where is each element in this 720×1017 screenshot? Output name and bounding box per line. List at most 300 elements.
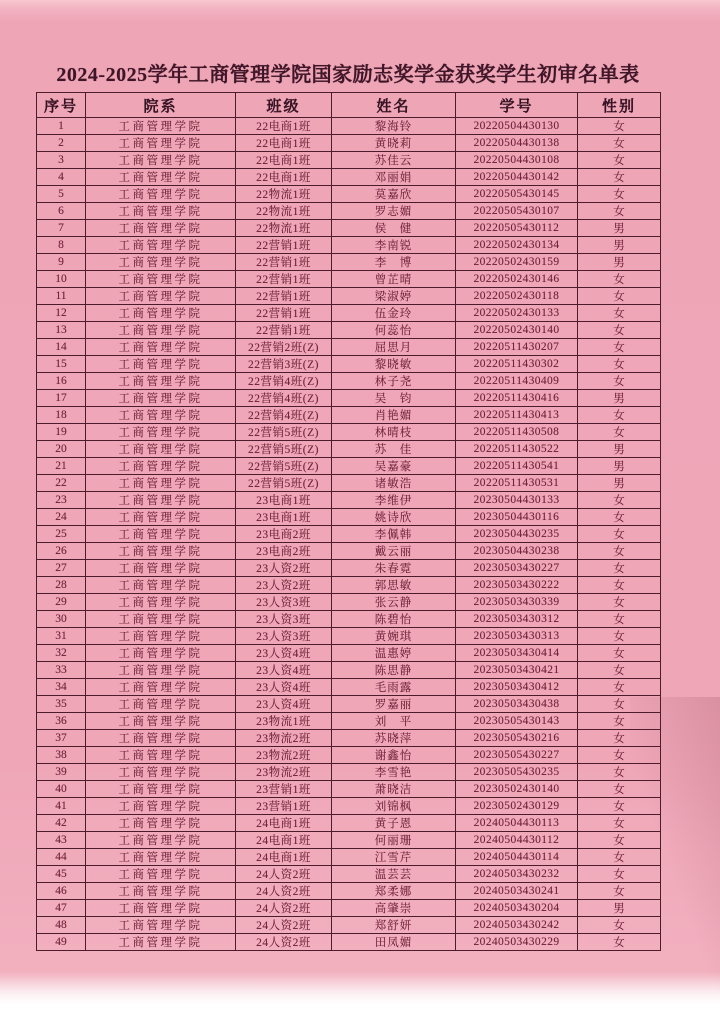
- table-cell-name: 戴云丽: [332, 543, 456, 560]
- table-cell-gender: 女: [578, 288, 661, 305]
- table-cell-gender: 男: [578, 458, 661, 475]
- table-row: [37, 747, 661, 764]
- table-row: [37, 781, 661, 798]
- table-cell-name: 刘锦枫: [332, 798, 456, 815]
- table-row: [37, 492, 661, 509]
- column-header-gender: 性别: [578, 93, 661, 118]
- table-cell-no: 27: [37, 560, 86, 577]
- table-cell-no: 10: [37, 271, 86, 288]
- table-cell-id: 20220502430146: [456, 271, 578, 288]
- table-cell-gender: 男: [578, 475, 661, 492]
- table-cell-class: 22电商1班: [236, 152, 332, 169]
- table-cell-dept: 工商管理学院: [86, 424, 236, 441]
- table-cell-dept: 工商管理学院: [86, 237, 236, 254]
- table-cell-gender: 女: [578, 271, 661, 288]
- table-cell-no: 12: [37, 305, 86, 322]
- table-cell-no: 18: [37, 407, 86, 424]
- table-cell-no: 34: [37, 679, 86, 696]
- table-cell-no: 16: [37, 373, 86, 390]
- table-cell-class: 22物流1班: [236, 186, 332, 203]
- table-cell-dept: 工商管理学院: [86, 152, 236, 169]
- table-cell-gender: 女: [578, 118, 661, 135]
- table-cell-name: 李维伊: [332, 492, 456, 509]
- table-cell-no: 31: [37, 628, 86, 645]
- table-cell-no: 40: [37, 781, 86, 798]
- table-cell-name: 黄晓莉: [332, 135, 456, 152]
- table-cell-gender: 女: [578, 781, 661, 798]
- table-cell-no: 33: [37, 662, 86, 679]
- table-cell-dept: 工商管理学院: [86, 866, 236, 883]
- table-cell-name: 郑舒妍: [332, 917, 456, 934]
- table-cell-dept: 工商管理学院: [86, 271, 236, 288]
- table-cell-id: 20220504430130: [456, 118, 578, 135]
- table-cell-id: 20220505430145: [456, 186, 578, 203]
- table-cell-class: 22营销5班(Z): [236, 424, 332, 441]
- table-cell-name: 李南锐: [332, 237, 456, 254]
- table-row: [37, 390, 661, 407]
- table-cell-no: 5: [37, 186, 86, 203]
- table-cell-no: 2: [37, 135, 86, 152]
- table-cell-id: 20220504430108: [456, 152, 578, 169]
- table-cell-gender: 女: [578, 186, 661, 203]
- table-row: [37, 441, 661, 458]
- table-row: [37, 475, 661, 492]
- table-cell-dept: 工商管理学院: [86, 628, 236, 645]
- table-cell-gender: 女: [578, 747, 661, 764]
- table-cell-id: 20220504430142: [456, 169, 578, 186]
- table-cell-dept: 工商管理学院: [86, 645, 236, 662]
- table-cell-dept: 工商管理学院: [86, 526, 236, 543]
- table-row: [37, 526, 661, 543]
- table-cell-class: 22营销1班: [236, 237, 332, 254]
- table-cell-name: 李佩韩: [332, 526, 456, 543]
- table-cell-no: 9: [37, 254, 86, 271]
- table-cell-class: 23人资4班: [236, 679, 332, 696]
- table-row: [37, 356, 661, 373]
- table-cell-class: 23人资2班: [236, 577, 332, 594]
- table-row: [37, 237, 661, 254]
- table-row: [37, 713, 661, 730]
- table-cell-no: 38: [37, 747, 86, 764]
- table-cell-id: 20230504430116: [456, 509, 578, 526]
- table-row: [37, 577, 661, 594]
- table-cell-name: 黎海铃: [332, 118, 456, 135]
- table-cell-dept: 工商管理学院: [86, 815, 236, 832]
- table-cell-class: 22营销4班(Z): [236, 407, 332, 424]
- table-cell-name: 屈思月: [332, 339, 456, 356]
- table-cell-no: 30: [37, 611, 86, 628]
- table-cell-gender: 女: [578, 611, 661, 628]
- table-cell-id: 20230504430133: [456, 492, 578, 509]
- table-cell-dept: 工商管理学院: [86, 458, 236, 475]
- table-cell-no: 35: [37, 696, 86, 713]
- table-cell-name: 吴嘉豪: [332, 458, 456, 475]
- table-cell-no: 48: [37, 917, 86, 934]
- table-cell-no: 17: [37, 390, 86, 407]
- table-cell-name: 苏晓萍: [332, 730, 456, 747]
- table-cell-class: 23营销1班: [236, 781, 332, 798]
- table-cell-dept: 工商管理学院: [86, 781, 236, 798]
- table-cell-no: 43: [37, 832, 86, 849]
- table-cell-id: 20230504430238: [456, 543, 578, 560]
- table-cell-class: 23人资4班: [236, 662, 332, 679]
- table-cell-class: 24人资2班: [236, 883, 332, 900]
- table-cell-class: 22电商1班: [236, 135, 332, 152]
- table-cell-name: 林晴枝: [332, 424, 456, 441]
- table-cell-name: 陈碧怡: [332, 611, 456, 628]
- table-cell-name: 罗嘉丽: [332, 696, 456, 713]
- table-cell-name: 伍金玲: [332, 305, 456, 322]
- table-cell-class: 23营销1班: [236, 798, 332, 815]
- table-cell-class: 22营销1班: [236, 305, 332, 322]
- table-cell-no: 37: [37, 730, 86, 747]
- table-cell-no: 42: [37, 815, 86, 832]
- table-cell-gender: 女: [578, 866, 661, 883]
- table-cell-name: 莫嘉欣: [332, 186, 456, 203]
- table-cell-id: 20230503430312: [456, 611, 578, 628]
- table-cell-name: 梁淑婷: [332, 288, 456, 305]
- table-row: [37, 679, 661, 696]
- table-cell-dept: 工商管理学院: [86, 441, 236, 458]
- table-cell-gender: 男: [578, 900, 661, 917]
- table-cell-no: 8: [37, 237, 86, 254]
- column-header-no: 序号: [37, 93, 86, 118]
- table-cell-no: 15: [37, 356, 86, 373]
- table-cell-gender: 女: [578, 713, 661, 730]
- table-cell-id: 20220505430112: [456, 220, 578, 237]
- table-cell-gender: 男: [578, 220, 661, 237]
- table-cell-name: 肖艳媚: [332, 407, 456, 424]
- table-cell-gender: 女: [578, 730, 661, 747]
- table-cell-id: 20220504430138: [456, 135, 578, 152]
- table-cell-dept: 工商管理学院: [86, 203, 236, 220]
- table-cell-name: 田凤媚: [332, 934, 456, 951]
- table-cell-class: 24人资2班: [236, 900, 332, 917]
- table-cell-gender: 男: [578, 237, 661, 254]
- table-cell-class: 23人资3班: [236, 594, 332, 611]
- table-cell-no: 14: [37, 339, 86, 356]
- table-cell-no: 21: [37, 458, 86, 475]
- table-cell-gender: 女: [578, 560, 661, 577]
- table-cell-name: 黄婉琪: [332, 628, 456, 645]
- table-cell-name: 陈思静: [332, 662, 456, 679]
- table-cell-name: 李雪艳: [332, 764, 456, 781]
- table-cell-class: 22营销3班(Z): [236, 356, 332, 373]
- table-cell-class: 23物流2班: [236, 747, 332, 764]
- table-cell-no: 46: [37, 883, 86, 900]
- table-row: [37, 832, 661, 849]
- table-cell-gender: 女: [578, 849, 661, 866]
- table-cell-gender: 女: [578, 883, 661, 900]
- table-cell-gender: 女: [578, 645, 661, 662]
- column-header-class: 班级: [236, 93, 332, 118]
- table-cell-id: 20240503430232: [456, 866, 578, 883]
- table-cell-name: 李 博: [332, 254, 456, 271]
- table-cell-class: 24人资2班: [236, 917, 332, 934]
- table-cell-class: 23人资3班: [236, 611, 332, 628]
- table-cell-id: 20230503430421: [456, 662, 578, 679]
- table-cell-class: 23人资4班: [236, 645, 332, 662]
- table-cell-gender: 女: [578, 628, 661, 645]
- table-cell-name: 刘 平: [332, 713, 456, 730]
- table-cell-class: 22营销4班(Z): [236, 390, 332, 407]
- table-cell-no: 45: [37, 866, 86, 883]
- table-cell-class: 23电商1班: [236, 509, 332, 526]
- table-cell-gender: 女: [578, 339, 661, 356]
- table-cell-gender: 女: [578, 373, 661, 390]
- table-cell-name: 侯 健: [332, 220, 456, 237]
- table-cell-id: 20240504430113: [456, 815, 578, 832]
- table-cell-id: 20230503430412: [456, 679, 578, 696]
- table-header-row: [37, 93, 661, 118]
- table-cell-gender: 女: [578, 815, 661, 832]
- table-row: [37, 543, 661, 560]
- table-cell-dept: 工商管理学院: [86, 220, 236, 237]
- table-cell-no: 25: [37, 526, 86, 543]
- table-cell-name: 萧晓洁: [332, 781, 456, 798]
- table-cell-id: 20220511430207: [456, 339, 578, 356]
- table-cell-dept: 工商管理学院: [86, 254, 236, 271]
- document-title: 2024-2025学年工商管理学院国家励志奖学金获奖学生初审名单表: [56, 64, 640, 86]
- table-cell-name: 毛雨露: [332, 679, 456, 696]
- table-cell-name: 邓丽娟: [332, 169, 456, 186]
- table-cell-id: 20220502430133: [456, 305, 578, 322]
- table-cell-id: 20230503430438: [456, 696, 578, 713]
- table-cell-dept: 工商管理学院: [86, 339, 236, 356]
- table-cell-dept: 工商管理学院: [86, 764, 236, 781]
- column-header-id: 学号: [456, 93, 578, 118]
- table-cell-name: 黄子恩: [332, 815, 456, 832]
- table-row: [37, 322, 661, 339]
- table-cell-gender: 女: [578, 917, 661, 934]
- table-row: [37, 135, 661, 152]
- table-cell-no: 6: [37, 203, 86, 220]
- table-cell-gender: 男: [578, 390, 661, 407]
- table-cell-id: 20220502430159: [456, 254, 578, 271]
- table-cell-dept: 工商管理学院: [86, 917, 236, 934]
- table-cell-dept: 工商管理学院: [86, 373, 236, 390]
- table-row: [37, 798, 661, 815]
- table-cell-gender: 女: [578, 407, 661, 424]
- table-cell-gender: 女: [578, 203, 661, 220]
- table-cell-dept: 工商管理学院: [86, 679, 236, 696]
- table-cell-class: 22电商1班: [236, 118, 332, 135]
- table-cell-dept: 工商管理学院: [86, 611, 236, 628]
- table-cell-dept: 工商管理学院: [86, 186, 236, 203]
- table-cell-name: 苏佳云: [332, 152, 456, 169]
- table-cell-name: 朱春霓: [332, 560, 456, 577]
- table-row: [37, 288, 661, 305]
- table-cell-class: 23电商1班: [236, 492, 332, 509]
- table-cell-no: 36: [37, 713, 86, 730]
- table-cell-id: 20220511430409: [456, 373, 578, 390]
- table-cell-class: 22营销1班: [236, 271, 332, 288]
- table-cell-dept: 工商管理学院: [86, 900, 236, 917]
- table-cell-gender: 女: [578, 152, 661, 169]
- table-row: [37, 203, 661, 220]
- table-cell-id: 20230504430235: [456, 526, 578, 543]
- table-row: [37, 458, 661, 475]
- table-cell-name: 张云静: [332, 594, 456, 611]
- table-cell-id: 20220511430531: [456, 475, 578, 492]
- table-cell-name: 吴 钧: [332, 390, 456, 407]
- table-cell-class: 23物流1班: [236, 713, 332, 730]
- table-cell-gender: 女: [578, 577, 661, 594]
- table-cell-class: 24电商1班: [236, 815, 332, 832]
- table-row: [37, 186, 661, 203]
- table-cell-gender: 女: [578, 662, 661, 679]
- table-cell-dept: 工商管理学院: [86, 730, 236, 747]
- table-cell-id: 20240504430112: [456, 832, 578, 849]
- table-cell-id: 20230505430235: [456, 764, 578, 781]
- table-cell-no: 4: [37, 169, 86, 186]
- table-cell-id: 20220502430140: [456, 322, 578, 339]
- table-cell-id: 20240503430204: [456, 900, 578, 917]
- table-cell-no: 22: [37, 475, 86, 492]
- table-row: [37, 815, 661, 832]
- table-cell-dept: 工商管理学院: [86, 169, 236, 186]
- table-cell-id: 20220502430118: [456, 288, 578, 305]
- table-cell-no: 28: [37, 577, 86, 594]
- table-row: [37, 373, 661, 390]
- table-cell-name: 何丽珊: [332, 832, 456, 849]
- table-cell-dept: 工商管理学院: [86, 135, 236, 152]
- table-cell-id: 20240504430114: [456, 849, 578, 866]
- table-cell-dept: 工商管理学院: [86, 475, 236, 492]
- table-cell-class: 24电商1班: [236, 849, 332, 866]
- table-row: [37, 934, 661, 951]
- table-cell-no: 24: [37, 509, 86, 526]
- table-cell-name: 林子尧: [332, 373, 456, 390]
- table-cell-class: 22营销5班(Z): [236, 458, 332, 475]
- table-cell-name: 姚诗欣: [332, 509, 456, 526]
- table-cell-id: 20230502430129: [456, 798, 578, 815]
- table-cell-id: 20230505430227: [456, 747, 578, 764]
- table-cell-no: 11: [37, 288, 86, 305]
- table-cell-class: 24人资2班: [236, 866, 332, 883]
- table-cell-name: 何蕊怡: [332, 322, 456, 339]
- table-cell-id: 20230503430414: [456, 645, 578, 662]
- table-cell-dept: 工商管理学院: [86, 543, 236, 560]
- table-cell-name: 温惠婷: [332, 645, 456, 662]
- table-cell-class: 22电商1班: [236, 169, 332, 186]
- scholarship-roster-table: [36, 92, 661, 951]
- table-cell-id: 20220505430107: [456, 203, 578, 220]
- table-cell-no: 41: [37, 798, 86, 815]
- table-cell-gender: 女: [578, 305, 661, 322]
- table-cell-class: 22营销1班: [236, 254, 332, 271]
- table-cell-dept: 工商管理学院: [86, 934, 236, 951]
- table-row: [37, 407, 661, 424]
- table-row: [37, 305, 661, 322]
- table-cell-gender: 女: [578, 934, 661, 951]
- table-cell-id: 20230505430216: [456, 730, 578, 747]
- table-row: [37, 730, 661, 747]
- table-cell-dept: 工商管理学院: [86, 747, 236, 764]
- table-cell-name: 谢鑫怡: [332, 747, 456, 764]
- table-cell-class: 24电商1班: [236, 832, 332, 849]
- table-cell-id: 20220511430522: [456, 441, 578, 458]
- table-cell-gender: 女: [578, 764, 661, 781]
- table-cell-name: 郑柔娜: [332, 883, 456, 900]
- table-cell-name: 黎晓敏: [332, 356, 456, 373]
- table-cell-class: 23人资3班: [236, 628, 332, 645]
- table-row: [37, 424, 661, 441]
- table-cell-name: 苏 佳: [332, 441, 456, 458]
- table-cell-dept: 工商管理学院: [86, 407, 236, 424]
- table-row: [37, 118, 661, 135]
- table-cell-class: 23人资2班: [236, 560, 332, 577]
- table-row: [37, 917, 661, 934]
- table-row: [37, 509, 661, 526]
- table-cell-gender: 女: [578, 526, 661, 543]
- table-row: [37, 611, 661, 628]
- table-cell-dept: 工商管理学院: [86, 356, 236, 373]
- table-row: [37, 866, 661, 883]
- table-cell-no: 3: [37, 152, 86, 169]
- table-cell-dept: 工商管理学院: [86, 662, 236, 679]
- column-header-name: 姓名: [332, 93, 456, 118]
- table-cell-class: 22营销5班(Z): [236, 441, 332, 458]
- table-row: [37, 594, 661, 611]
- table-cell-id: 20220511430508: [456, 424, 578, 441]
- table-cell-id: 20230503430227: [456, 560, 578, 577]
- table-cell-gender: 女: [578, 594, 661, 611]
- table-cell-no: 44: [37, 849, 86, 866]
- table-cell-class: 23物流2班: [236, 730, 332, 747]
- table-row: [37, 220, 661, 237]
- table-row: [37, 662, 661, 679]
- table-row: [37, 645, 661, 662]
- table-cell-name: 高肇崇: [332, 900, 456, 917]
- table-cell-id: 20220511430416: [456, 390, 578, 407]
- table-cell-dept: 工商管理学院: [86, 305, 236, 322]
- table-cell-name: 温芸芸: [332, 866, 456, 883]
- table-cell-id: 20230503430339: [456, 594, 578, 611]
- table-cell-dept: 工商管理学院: [86, 594, 236, 611]
- table-cell-no: 29: [37, 594, 86, 611]
- table-cell-class: 23电商2班: [236, 543, 332, 560]
- table-cell-no: 47: [37, 900, 86, 917]
- table-cell-dept: 工商管理学院: [86, 509, 236, 526]
- table-cell-no: 20: [37, 441, 86, 458]
- table-cell-class: 22物流1班: [236, 203, 332, 220]
- table-cell-class: 22营销2班(Z): [236, 339, 332, 356]
- table-cell-class: 23人资4班: [236, 696, 332, 713]
- table-cell-gender: 女: [578, 543, 661, 560]
- table-cell-id: 20240503430241: [456, 883, 578, 900]
- table-row: [37, 883, 661, 900]
- table-cell-dept: 工商管理学院: [86, 832, 236, 849]
- table-cell-gender: 女: [578, 322, 661, 339]
- table-cell-gender: 女: [578, 696, 661, 713]
- table-cell-name: 诸敏浩: [332, 475, 456, 492]
- table-cell-no: 26: [37, 543, 86, 560]
- table-cell-name: 罗志媚: [332, 203, 456, 220]
- table-cell-no: 7: [37, 220, 86, 237]
- table-cell-id: 20230503430222: [456, 577, 578, 594]
- table-cell-dept: 工商管理学院: [86, 390, 236, 407]
- table-cell-class: 22营销1班: [236, 322, 332, 339]
- table-cell-dept: 工商管理学院: [86, 798, 236, 815]
- table-cell-dept: 工商管理学院: [86, 288, 236, 305]
- table-cell-class: 22物流1班: [236, 220, 332, 237]
- table-row: [37, 900, 661, 917]
- table-cell-no: 1: [37, 118, 86, 135]
- table-row: [37, 271, 661, 288]
- table-cell-dept: 工商管理学院: [86, 883, 236, 900]
- table-cell-id: 20230502430140: [456, 781, 578, 798]
